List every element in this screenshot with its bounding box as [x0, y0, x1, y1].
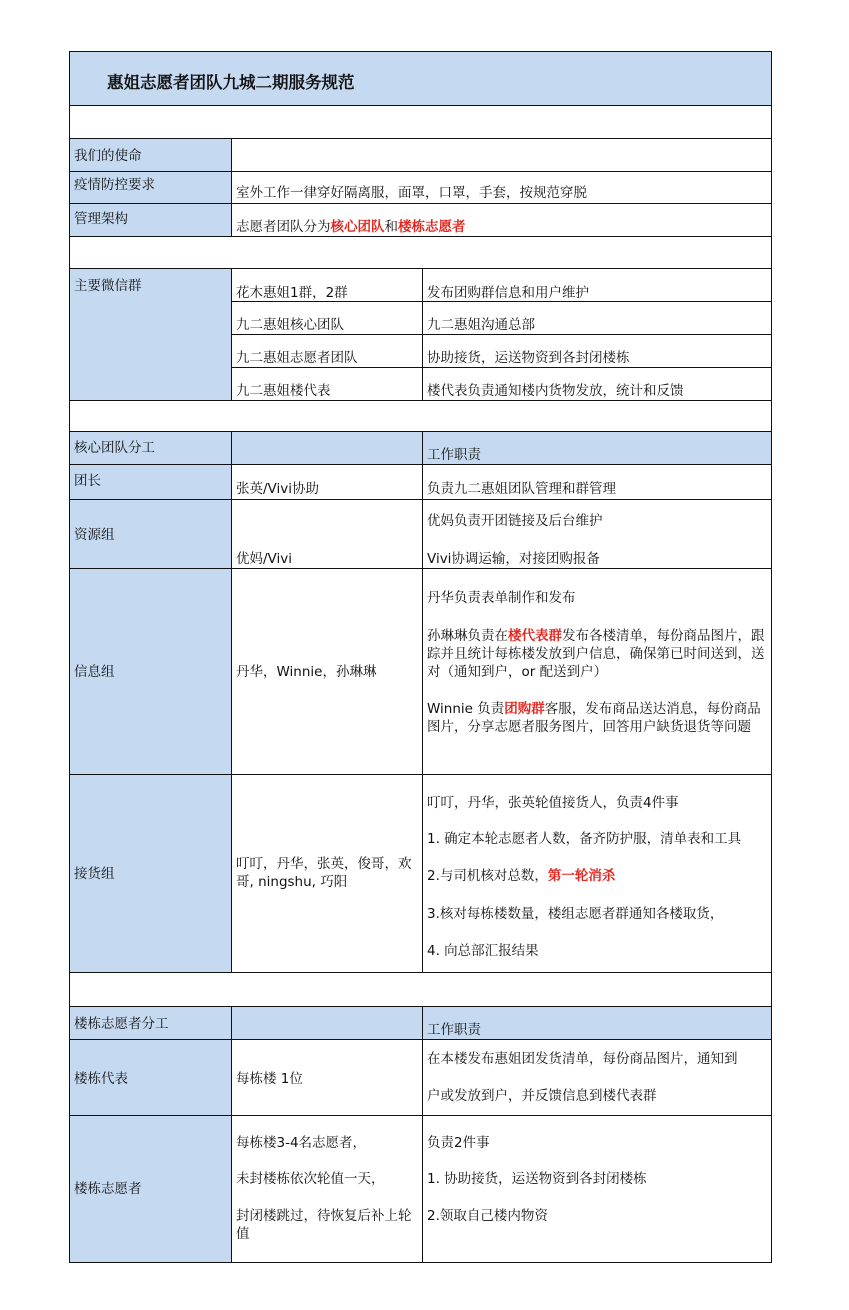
resource-people: 优妈/Vivi [236, 551, 292, 567]
info-label-cell [70, 569, 232, 774]
epidemic-label: 疫情防控要求 [74, 177, 155, 193]
blank-row [70, 401, 771, 432]
core-header-row [70, 432, 771, 465]
receive-label-cell [70, 775, 232, 972]
building-volunteer-highlight: 楼栋志愿者 [398, 219, 466, 235]
receive-duty-1: 叮叮，丹华，张英轮值接货人，负责4件事 [427, 795, 679, 811]
info-duty-3-post: 客服，发布商品送达消息，每份商品图片，分享志愿者服务图片，回答用户缺货退货等问题 [427, 701, 761, 735]
wechat-label-cell [70, 269, 232, 400]
mission-row [70, 139, 771, 172]
wechat-group-name-cell [232, 269, 423, 301]
building-vol-label-cell [70, 1116, 232, 1262]
info-duty-3 [427, 700, 765, 736]
wechat-group-name: 花木惠姐1群，2群 [236, 285, 348, 301]
resource-label-cell [70, 500, 232, 568]
blank-row [70, 973, 771, 1007]
wechat-group-desc: 协助接货，运送物资到各封闭楼栋 [427, 350, 630, 366]
wechat-group-row [232, 335, 771, 368]
receive-duty-4: 3.核对每栋楼数量，楼组志愿者群通知各楼取货， [427, 906, 724, 922]
core-team-highlight: 核心团队 [330, 219, 385, 235]
info-label: 信息组 [74, 664, 115, 680]
info-duty-3-pre: Winnie 负责 [427, 701, 505, 717]
core-header-people-cell [232, 432, 423, 464]
wechat-group-name-cell [232, 335, 423, 367]
resource-duty-cell [423, 500, 771, 568]
wechat-group-row [232, 368, 771, 401]
wechat-group-name-cell [232, 368, 423, 401]
info-duty-2 [427, 627, 765, 681]
wechat-group-desc: 九二惠姐沟通总部 [427, 317, 535, 333]
management-label: 管理架构 [74, 211, 128, 227]
building-vol-people-1: 每栋楼3-4名志愿者， [236, 1135, 367, 1151]
core-header-label-cell [70, 432, 232, 464]
mission-label: 我们的使命 [74, 148, 142, 164]
receive-duty-3-pre: 2.与司机核对总数， [427, 868, 548, 884]
management-label-cell [70, 204, 232, 236]
core-header-duty: 工作职责 [427, 447, 481, 463]
epidemic-row [70, 172, 771, 204]
wechat-group-desc-cell [423, 302, 771, 334]
spreadsheet [69, 51, 772, 1263]
building-rep-row [70, 1040, 771, 1116]
receive-label: 接货组 [74, 866, 115, 882]
receive-people-cell [232, 775, 423, 972]
group-buy-highlight: 团购群 [504, 701, 545, 717]
management-value-cell [232, 204, 771, 236]
epidemic-value-cell [232, 172, 771, 203]
building-rep-duty-cell [423, 1040, 771, 1115]
building-rep-duty-1: 在本楼发布惠姐团发货清单，每份商品图片，通知到 [427, 1051, 738, 1067]
building-vol-duty-cell [423, 1116, 771, 1262]
building-header-label: 楼栋志愿者分工 [74, 1016, 169, 1032]
building-rep-label-cell [70, 1040, 232, 1115]
wechat-group-desc-cell [423, 335, 771, 367]
building-vol-people-cell [232, 1116, 423, 1262]
building-header-label-cell [70, 1007, 232, 1039]
building-vol-label: 楼栋志愿者 [74, 1181, 142, 1197]
resource-label: 资源组 [74, 527, 115, 543]
mission-value-cell [232, 139, 771, 171]
building-vol-people-2: 未封楼栋依次轮值一天， [236, 1171, 385, 1187]
leader-label-cell [70, 465, 232, 499]
building-rep-people: 每栋楼 1位 [236, 1071, 303, 1087]
receive-duty-cell [423, 775, 771, 972]
mission-label-cell [70, 139, 232, 171]
building-header-duty: 工作职责 [427, 1022, 481, 1038]
management-pre: 志愿者团队分为 [236, 219, 331, 235]
info-duty-cell [423, 569, 771, 774]
wechat-group-row [232, 269, 771, 302]
info-duty-2-pre: 孙琳琳负责在 [427, 628, 508, 644]
leader-duty: 负责九二惠姐团队管理和群管理 [427, 481, 616, 497]
info-row [70, 569, 771, 775]
leader-row [70, 465, 771, 500]
leader-people-cell [232, 465, 423, 499]
receive-duty-3 [427, 867, 765, 885]
building-rep-duty-2: 户或发放到户，并反馈信息到楼代表群 [427, 1088, 657, 1104]
leader-people: 张英/Vivi协助 [236, 481, 319, 497]
wechat-group-row [232, 302, 771, 335]
receive-duty-2: 1. 确定本轮志愿者人数，备齐防护服，清单表和工具 [427, 831, 742, 847]
receive-duty-5: 4. 向总部汇报结果 [427, 943, 539, 959]
building-vol-duty-1: 负责2件事 [427, 1135, 490, 1151]
wechat-group-name: 九二惠姐楼代表 [236, 383, 331, 399]
wechat-group-desc-cell [423, 368, 771, 401]
info-duty-1: 丹华负责表单制作和发布 [427, 590, 576, 606]
building-rep-people-cell [232, 1040, 423, 1115]
wechat-label: 主要微信群 [74, 278, 142, 294]
core-header-duty-cell [423, 432, 771, 464]
epidemic-value: 室外工作一律穿好隔离服，面罩，口罩，手套，按规范穿脱 [236, 185, 587, 201]
info-people: 丹华，Winnie，孙琳琳 [236, 664, 377, 680]
title-row [70, 52, 771, 106]
wechat-group-desc: 发布团购群信息和用户维护 [427, 285, 589, 301]
wechat-group-desc-cell [423, 269, 771, 301]
leader-duty-cell [423, 465, 771, 499]
receive-people: 叮叮，丹华，张英，俊哥，欢哥, ningshu, 巧阳 [236, 856, 412, 890]
management-row [70, 204, 771, 237]
info-people-cell [232, 569, 423, 774]
wechat-group-desc: 楼代表负责通知楼内货物发放，统计和反馈 [427, 383, 684, 399]
management-and: 和 [384, 219, 398, 235]
first-disinfection-highlight: 第一轮消杀 [547, 868, 616, 884]
wechat-section [70, 269, 771, 401]
resource-people-cell [232, 500, 423, 568]
building-rep-group-highlight: 楼代表群 [508, 628, 562, 644]
management-value [236, 218, 466, 236]
blank-row [70, 106, 771, 139]
building-vol-row [70, 1116, 771, 1262]
leader-label: 团长 [74, 473, 101, 489]
resource-duty-2: Vivi协调运输，对接团购报备 [427, 551, 600, 567]
core-header-label: 核心团队分工 [74, 440, 155, 456]
wechat-group-name-cell [232, 302, 423, 334]
wechat-group-name: 九二惠姐核心团队 [236, 317, 344, 333]
building-header-people-cell [232, 1007, 423, 1039]
resource-duty-1: 优妈负责开团链接及后台维护 [427, 513, 603, 529]
building-header-duty-cell [423, 1007, 771, 1039]
receive-row [70, 775, 771, 973]
info-duty-2-post: 发布各楼清单，每份商品图片，跟踪并且统计每栋楼发放到户信息，确保第已时间送到，送对（通知到户，or 配送到户） [427, 628, 765, 680]
epidemic-label-cell [70, 172, 232, 203]
building-vol-duty-2: 1. 协助接货，运送物资到各封闭楼栋 [427, 1171, 647, 1187]
building-rep-label: 楼栋代表 [74, 1071, 128, 1087]
building-vol-duty-3: 2.领取自己楼内物资 [427, 1208, 548, 1224]
blank-row [70, 237, 771, 269]
building-header-row [70, 1007, 771, 1040]
wechat-groups [232, 269, 771, 400]
building-vol-people-3: 封闭楼跳过，待恢复后补上轮值 [236, 1208, 412, 1242]
resource-row [70, 500, 771, 569]
page-title: 惠姐志愿者团队九城二期服务规范 [107, 73, 355, 92]
wechat-group-name: 九二惠姐志愿者团队 [236, 350, 358, 366]
